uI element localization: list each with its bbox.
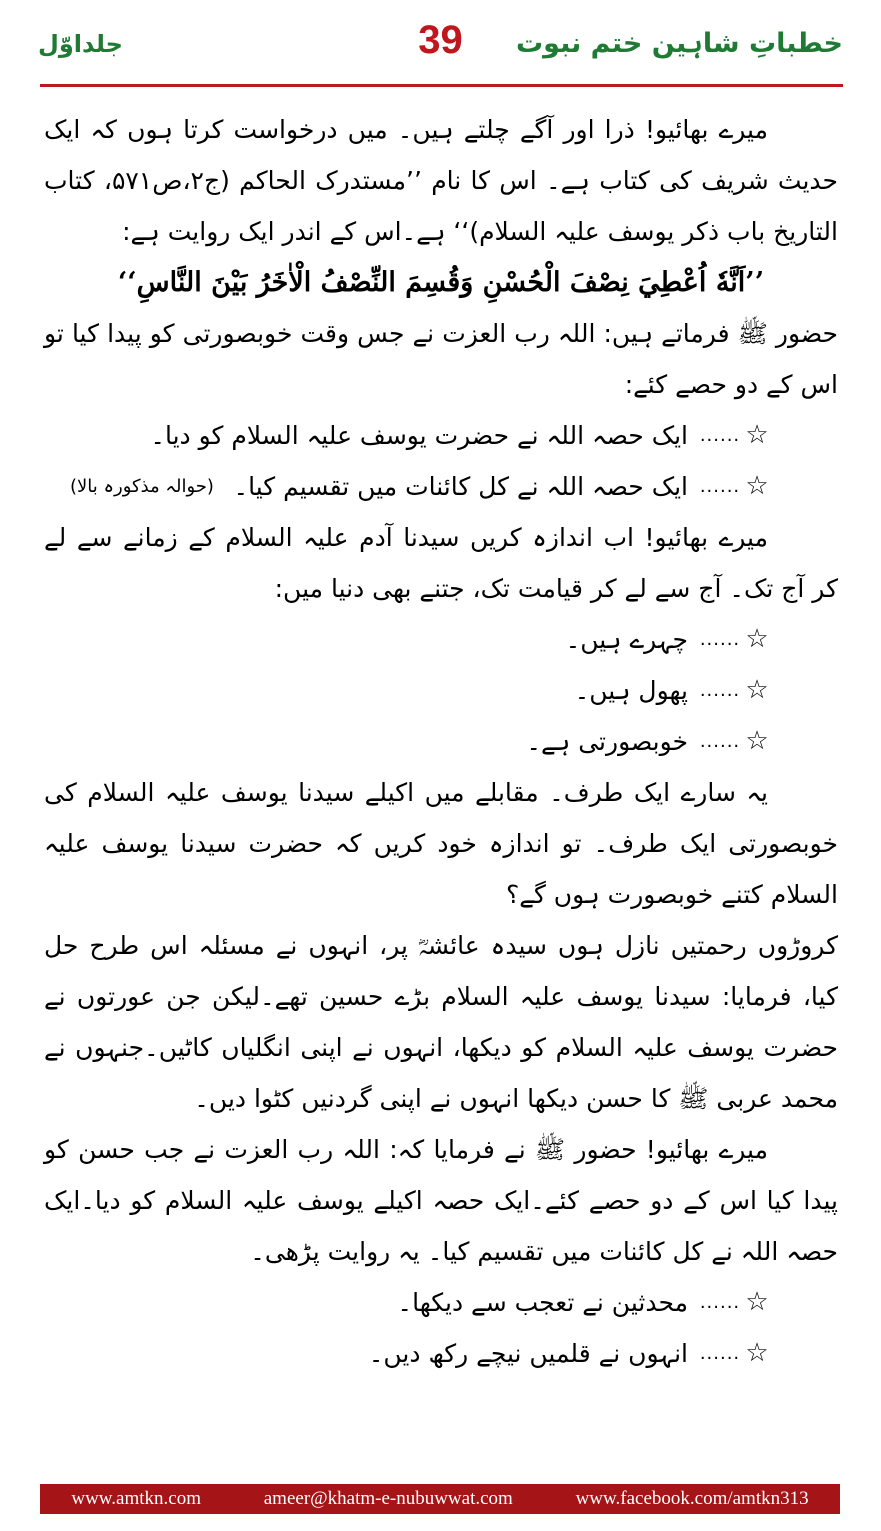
list-item-text: انہوں نے قلمیں نیچے رکھ دیں۔: [368, 1339, 688, 1368]
page-header: [38, 14, 843, 84]
bullet-dots: ......: [699, 476, 741, 497]
star-icon: ☆: [745, 1338, 769, 1368]
star-icon: ☆: [745, 675, 769, 705]
star-icon: ☆: [745, 624, 769, 654]
paragraph-6: میرے بھائیو! حضور ﷺ نے فرمایا کہ: اللہ رب العزت نے جب حسن کو پیدا کیا اس کے دو حصے کئے۔ایک حصہ اکیلے یوسف علیہ السلام کو دیا۔ایک حصہ اللہ نے کل کائنات میں تقسیم کیا۔ یہ روایت پڑھی۔: [44, 1135, 838, 1266]
star-icon: ☆: [745, 471, 769, 501]
paragraph-1: میرے بھائیو! ذرا اور آگے چلتے ہیں۔ میں درخواست کرتا ہوں کہ ایک حدیث شریف کی کتاب ہے۔ اس کا نام ’’مستدرک الحاکم (ج۲،ص۵۷۱، کتاب التاریخ باب ذکر یوسف علیہ السلام)‘‘ ہے۔اس کے اندر ایک روایت ہے:: [44, 115, 838, 246]
list-item: [44, 614, 772, 665]
email-link[interactable]: ameer@khatm-e-nubuwwat.com: [263, 1488, 513, 1509]
header-divider: [40, 84, 843, 87]
list-item: [44, 665, 772, 716]
paragraph-3: میرے بھائیو! اب اندازہ کریں سیدنا آدم علیہ السلام کے زمانے سے لے کر آج تک۔ آج سے لے کر قیامت تک، جتنے بھی دنیا میں:: [44, 523, 838, 603]
list-item-text: ایک حصہ اللہ نے حضرت یوسف علیہ السلام کو دیا۔: [150, 421, 688, 450]
list-item: [44, 461, 772, 512]
volume-label: جلداوّل: [38, 30, 123, 58]
bullet-dots: ......: [699, 731, 741, 752]
facebook-link[interactable]: www.facebook.com/amtkn313: [575, 1488, 809, 1509]
hadith-quote: ’’اَنَّهٗ اُعْطِيَ نِصْفَ الْحُسْنِ وَقُسِمَ النِّصْفُ الْاٰخَرُ بَيْنَ النَّاسِ‘‘: [117, 267, 765, 298]
page-footer: [40, 1484, 840, 1514]
bullet-dots: ......: [699, 1292, 741, 1313]
list-item-text: محدثین نے تعجب سے دیکھا۔: [397, 1288, 688, 1317]
website-link[interactable]: www.amtkn.com: [71, 1488, 201, 1509]
list-item-text: خوبصورتی ہے۔: [526, 727, 688, 756]
paragraph-5: کروڑوں رحمتیں نازل ہوں سیدہ عائشہؓ پر، انہوں نے مسئلہ اس طرح حل کیا، فرمایا: سیدنا یوسف علیہ السلام بڑے حسین تھے۔لیکن جن عورتوں نے حضرت یوسف علیہ السلام کو دیکھا، انہوں نے اپنی انگلیاں کاٹیں۔جنہوں نے محمد عربی ﷺ کا حسن دیکھا انہوں نے اپنی گردنیں کٹوا دیں۔: [44, 931, 838, 1113]
list-item-text: ایک حصہ اللہ نے کل کائنات میں تقسیم کیا۔: [233, 472, 688, 501]
list-item: [44, 1277, 772, 1328]
list-item-text: چہرے ہیں۔: [565, 625, 688, 654]
reference-note: (حوالہ مذکورہ بالا): [70, 476, 214, 497]
star-icon: ☆: [745, 1287, 769, 1317]
bullet-dots: ......: [699, 680, 741, 701]
bullet-dots: ......: [699, 629, 741, 650]
bullet-dots: ......: [699, 425, 741, 446]
list-item: [44, 1328, 772, 1379]
book-title: خطباتِ شاہین ختم نبوت: [516, 28, 843, 59]
star-icon: ☆: [745, 726, 769, 756]
page-body: [44, 104, 838, 1379]
list-item-text: پھول ہیں۔: [574, 676, 688, 705]
star-icon: ☆: [745, 420, 769, 450]
list-item: [44, 410, 772, 461]
list-item: [44, 716, 772, 767]
bullet-dots: ......: [699, 1343, 741, 1364]
paragraph-2: حضور ﷺ فرماتے ہیں: اللہ رب العزت نے جس وقت خوبصورتی کو پیدا کیا تو اس کے دو حصے کئے:: [44, 319, 838, 399]
paragraph-4: یہ سارے ایک طرف۔ مقابلے میں اکیلے سیدنا یوسف علیہ السلام کی خوبصورتی ایک طرف۔ تو اندازہ خود کریں کہ حضرت سیدنا یوسف علیہ السلام کتنے خوبصورت ہوں گے؟: [44, 778, 838, 909]
page-number: 39: [418, 18, 463, 62]
